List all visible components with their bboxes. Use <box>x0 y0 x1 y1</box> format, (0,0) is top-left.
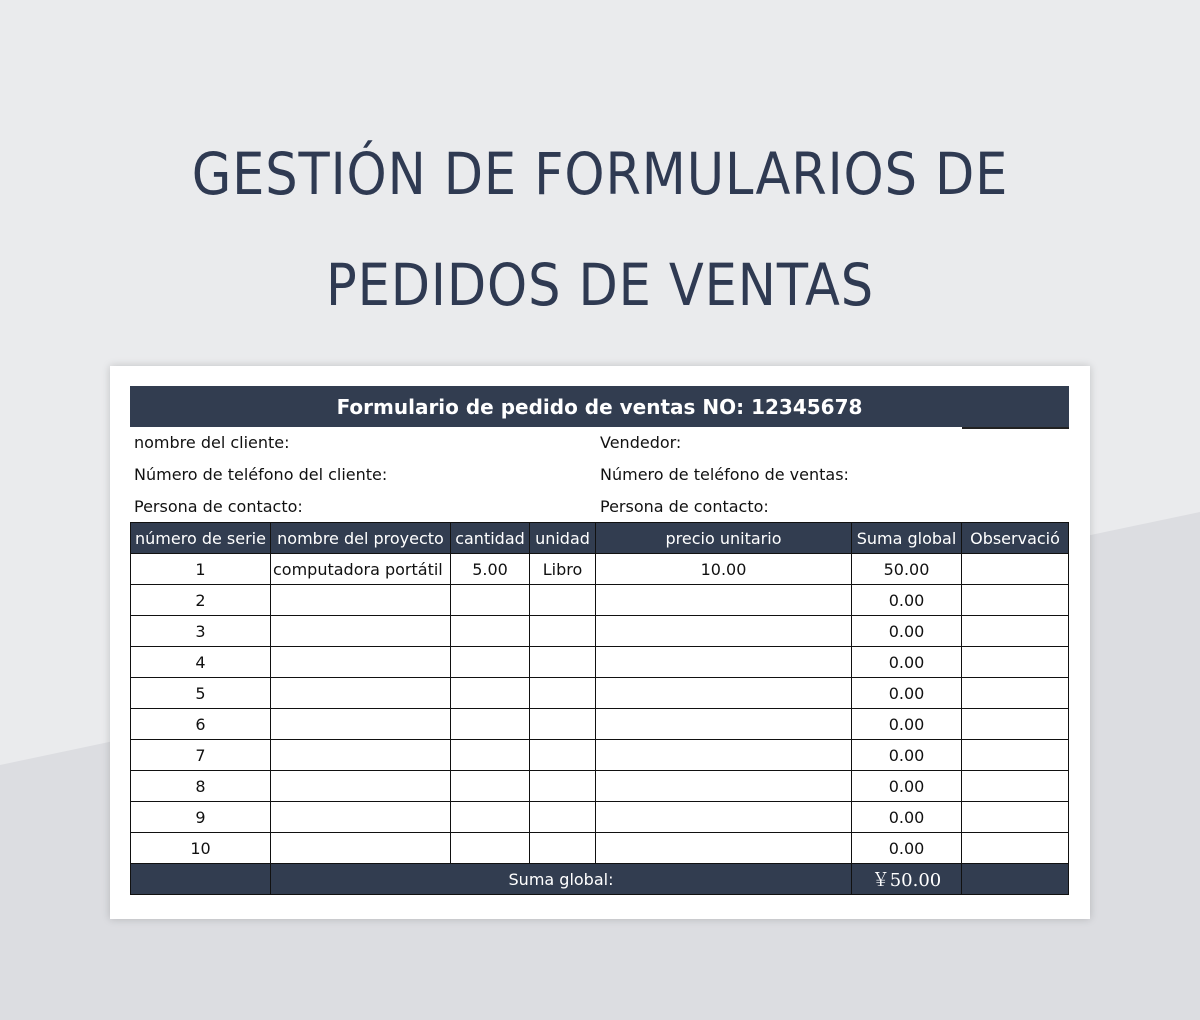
cell-unit-price[interactable] <box>596 740 852 771</box>
cell-unit-price[interactable] <box>596 647 852 678</box>
col-header-unit: unidad <box>530 523 596 554</box>
form-header: Formulario de pedido de ventas NO: 12345678 <box>130 386 1069 427</box>
cell-quantity[interactable] <box>451 833 530 864</box>
cell-unit[interactable] <box>530 740 596 771</box>
table-row <box>131 709 1069 740</box>
col-header-unit-price: precio unitario <box>596 523 852 554</box>
seller-label: Vendedor: <box>600 433 682 452</box>
table-row <box>131 740 1069 771</box>
cell-serial[interactable]: 5 <box>131 678 271 709</box>
cell-unit[interactable]: Libro <box>530 554 596 585</box>
cell-notes[interactable] <box>962 616 1069 647</box>
cell-quantity[interactable] <box>451 585 530 616</box>
cell-unit[interactable] <box>530 771 596 802</box>
cell-project[interactable] <box>271 647 451 678</box>
cell-total[interactable]: 0.00 <box>852 740 962 771</box>
cell-unit[interactable] <box>530 647 596 678</box>
cell-unit-price[interactable]: 10.00 <box>596 554 852 585</box>
cell-quantity[interactable] <box>451 678 530 709</box>
seller-contact-label: Persona de contacto: <box>600 497 769 516</box>
table-header-row <box>131 523 1069 554</box>
table-row <box>131 802 1069 833</box>
cell-unit-price[interactable] <box>596 616 852 647</box>
footer-total-value: ￥50.00 <box>852 864 962 895</box>
cell-project[interactable] <box>271 802 451 833</box>
table-row <box>131 833 1069 864</box>
cell-notes[interactable] <box>962 771 1069 802</box>
col-header-total: Suma global <box>852 523 962 554</box>
cell-project[interactable] <box>271 740 451 771</box>
cell-quantity[interactable] <box>451 771 530 802</box>
cell-serial[interactable]: 1 <box>131 554 271 585</box>
cell-total[interactable]: 50.00 <box>852 554 962 585</box>
cell-unit-price[interactable] <box>596 678 852 709</box>
table-row <box>131 554 1069 585</box>
cell-notes[interactable] <box>962 678 1069 709</box>
cell-unit-price[interactable] <box>596 833 852 864</box>
cell-total[interactable]: 0.00 <box>852 709 962 740</box>
customer-contact-label: Persona de contacto: <box>134 497 303 516</box>
cell-total[interactable]: 0.00 <box>852 616 962 647</box>
cell-serial[interactable]: 9 <box>131 802 271 833</box>
table-row <box>131 616 1069 647</box>
cell-serial[interactable]: 4 <box>131 647 271 678</box>
col-header-notes: Observació <box>962 523 1069 554</box>
customer-phone-label: Número de teléfono del cliente: <box>134 465 388 484</box>
col-header-project: nombre del proyecto <box>271 523 451 554</box>
order-table <box>130 522 1069 895</box>
cell-serial[interactable]: 2 <box>131 585 271 616</box>
cell-unit[interactable] <box>530 709 596 740</box>
cell-unit-price[interactable] <box>596 802 852 833</box>
table-row <box>131 647 1069 678</box>
cell-project[interactable] <box>271 616 451 647</box>
col-header-quantity: cantidad <box>451 523 530 554</box>
cell-notes[interactable] <box>962 740 1069 771</box>
table-row <box>131 771 1069 802</box>
page-title-line-2: PEDIDOS DE VENTAS <box>325 251 875 319</box>
cell-unit[interactable] <box>530 833 596 864</box>
customer-name-label: nombre del cliente: <box>134 433 290 452</box>
cell-serial[interactable]: 6 <box>131 709 271 740</box>
table-row <box>131 678 1069 709</box>
page-title-line-1: GESTIÓN DE FORMULARIOS DE <box>191 140 1009 208</box>
cell-project[interactable] <box>271 585 451 616</box>
cell-unit[interactable] <box>530 616 596 647</box>
cell-serial[interactable]: 10 <box>131 833 271 864</box>
cell-total[interactable]: 0.00 <box>852 585 962 616</box>
table-footer-row <box>131 864 1069 895</box>
cell-quantity[interactable] <box>451 616 530 647</box>
cell-project[interactable]: computadora portátil <box>271 554 451 585</box>
footer-total-label: Suma global: <box>271 864 852 895</box>
cell-quantity[interactable]: 5.00 <box>451 554 530 585</box>
cell-notes[interactable] <box>962 709 1069 740</box>
cell-total[interactable]: 0.00 <box>852 833 962 864</box>
cell-unit-price[interactable] <box>596 771 852 802</box>
cell-project[interactable] <box>271 709 451 740</box>
cell-total[interactable]: 0.00 <box>852 802 962 833</box>
cell-quantity[interactable] <box>451 709 530 740</box>
sales-phone-label: Número de teléfono de ventas: <box>600 465 849 484</box>
footer-notes-cell <box>962 864 1069 895</box>
cell-unit[interactable] <box>530 678 596 709</box>
cell-notes[interactable] <box>962 833 1069 864</box>
cell-unit[interactable] <box>530 802 596 833</box>
footer-empty-cell <box>131 864 271 895</box>
cell-notes[interactable] <box>962 802 1069 833</box>
cell-project[interactable] <box>271 771 451 802</box>
table-row <box>131 585 1069 616</box>
cell-notes[interactable] <box>962 585 1069 616</box>
cell-notes[interactable] <box>962 554 1069 585</box>
cell-quantity[interactable] <box>451 740 530 771</box>
cell-project[interactable] <box>271 833 451 864</box>
cell-total[interactable]: 0.00 <box>852 771 962 802</box>
cell-unit-price[interactable] <box>596 585 852 616</box>
col-header-serial: número de serie <box>131 523 271 554</box>
cell-serial[interactable]: 3 <box>131 616 271 647</box>
cell-unit[interactable] <box>530 585 596 616</box>
cell-project[interactable] <box>271 678 451 709</box>
cell-unit-price[interactable] <box>596 709 852 740</box>
sales-order-form-card <box>110 366 1090 919</box>
cell-quantity[interactable] <box>451 802 530 833</box>
cell-total[interactable]: 0.00 <box>852 678 962 709</box>
header-underline <box>962 427 1069 429</box>
cell-serial[interactable]: 7 <box>131 740 271 771</box>
cell-quantity[interactable] <box>451 647 530 678</box>
cell-notes[interactable] <box>962 647 1069 678</box>
cell-serial[interactable]: 8 <box>131 771 271 802</box>
cell-total[interactable]: 0.00 <box>852 647 962 678</box>
